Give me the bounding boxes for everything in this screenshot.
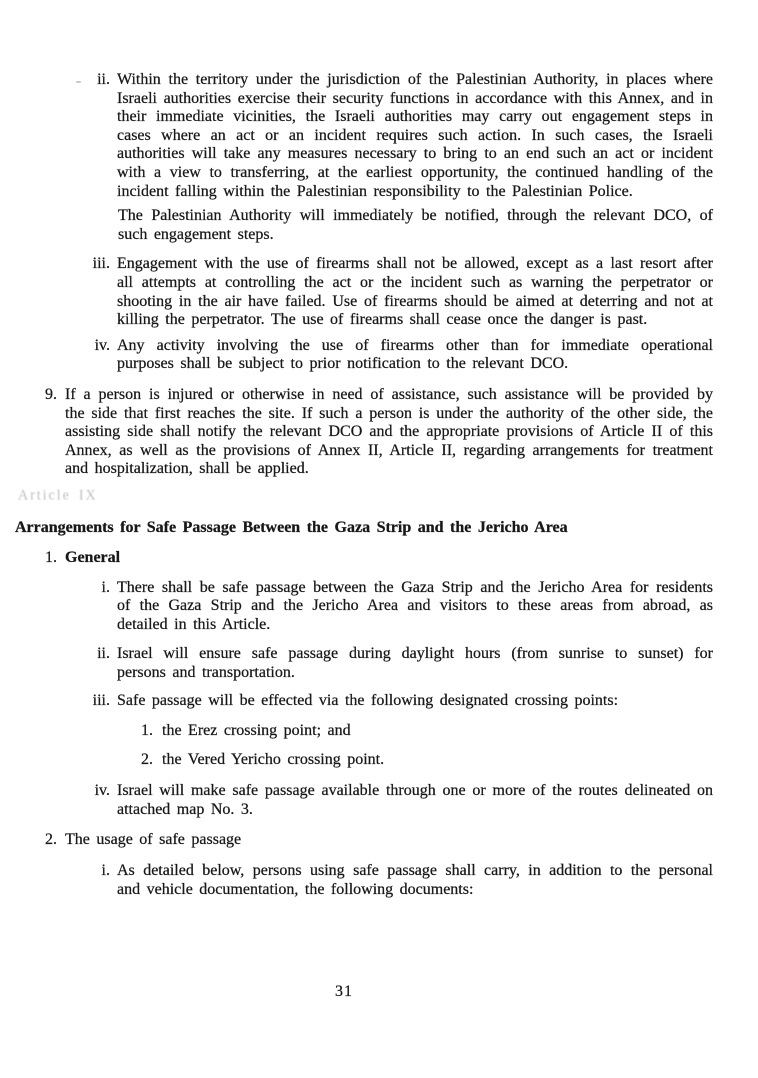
list-marker: ii. [97,645,110,663]
list-item-iii [88,255,713,329]
list-marker: 2. [45,830,57,848]
list-item-text: Israel will make safe passage available through one or more of the routes delineated on attached map No. 3. [117,782,713,818]
crossing-point-item [140,751,758,770]
list-item-text: There shall be safe passage between the Gaza Strip and the Jericho Area for residents of the Gaza Strip and the Jericho Area and visitors to these areas from abroad, as detailed in this Article. [117,578,713,633]
list-marker: 9. [45,385,57,403]
crossing-point-item [140,722,758,741]
page-number: 31 [335,983,353,1000]
section-usage [38,831,713,850]
list-item-text: As detailed below, persons using safe passage shall carry, in addition to the personal and vehicle documentation, the following documents: [117,862,713,898]
section-heading: Arrangements for Safe Passage Between the Gaza Strip and the Jericho Area [15,519,568,537]
usage-item-i [88,862,713,899]
scan-artifact [76,81,81,83]
general-item-ii [88,645,713,682]
list-item-text: If a person is injured or otherwise in need of assistance, such assistance will be provided by the side that first reaches the site. If such a person is under the authority of the other side, the assisting side shall notify the relevant DCO and the appropriate provisions of Article II of this Annex, as well as the provisions of Annex II, Article II, regarding arrangements for treatment and hospitalization, shall be applied. [65,385,713,478]
list-item-iv [88,337,713,374]
list-marker: i. [101,862,110,880]
list-marker: iii. [92,691,110,709]
general-item-iii [88,692,713,711]
list-marker: iv. [94,336,110,354]
general-item-i [88,579,713,635]
list-marker: iii. [92,255,110,273]
list-item-text: Engagement with the use of firearms shall not be allowed, except as a last resort after all attempts at controlling the act or the incident such as warning the perpetrator or shooting in the air have failed. Use of firearms should be aimed at deterring and not at killing the perpetrator. The use of firearms shall cease once the danger is past. [117,255,713,329]
section-title: The usage of safe passage [65,830,242,848]
list-marker: i. [101,578,110,596]
section-general [38,549,713,568]
list-item-text: Israel will ensure safe passage during daylight hours (from sunrise to sunset) for persons and transportation. [117,645,713,682]
list-marker: 2. [141,750,153,768]
list-marker: iv. [94,782,110,800]
general-item-iv [88,782,713,819]
notify-paragraph: The Palestinian Authority will immediately be notified, through the relevant DCO, of such engagement steps. [118,207,713,243]
section-title: General [65,549,121,567]
list-item-ii [88,71,713,201]
list-marker: ii. [97,71,110,88]
article-label-faded: Article IX [18,487,98,504]
list-item-9 [38,386,713,479]
list-marker: 1. [45,549,57,567]
list-item-text: the Vered Yericho crossing point. [162,750,385,768]
list-item-text: the Erez crossing point; and [162,722,351,740]
list-item-text: Safe passage will be effected via the following designated crossing points: [117,691,619,709]
list-item-text: Any activity involving the use of firearms other than for immediate operational purposes shall be subject to prior notification to the relevant DCO. [117,336,713,373]
list-item-text: Within the territory under the jurisdiction of the Palestinian Authority, in places where Israeli authorities exercise their security functions in accordance with this Annex, and in their immediate vicinities, the Israeli authorities may carry out engagement steps in cases where an act or an incident requires such action. In such cases, the Israeli authorities will take any measures necessary to bring to an end such an act or incident with a view to transferring, at the earliest opportunity, the continued handling of the incident falling within the Palestinian responsibility to the Palestinian Police. [117,71,713,200]
list-marker: 1. [141,722,153,740]
